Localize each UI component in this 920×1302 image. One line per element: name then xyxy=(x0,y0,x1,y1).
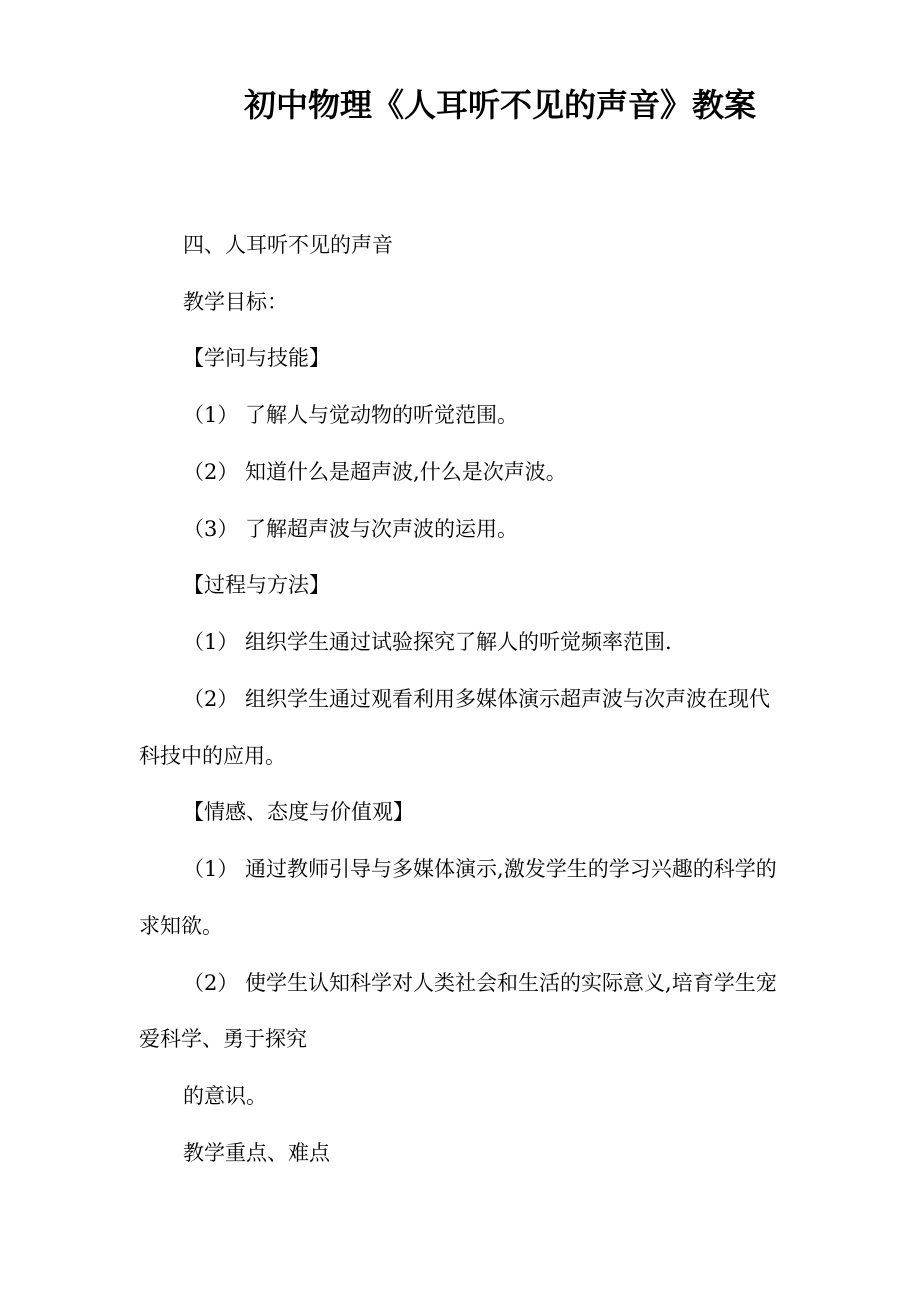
section-heading: 四、人耳听不见的声音 xyxy=(183,233,393,257)
subsection-heading: 【情感、态度与价值观】 xyxy=(183,800,414,824)
list-item-continuation: 爱科学、勇于探究 xyxy=(139,1027,307,1051)
list-item-continuation: 科技中的应用。 xyxy=(139,744,286,768)
subsection-heading: 【过程与方法】 xyxy=(183,573,330,597)
list-item: （2） 使学生认知科学对人类社会和生活的实际意义,培育学生宠 xyxy=(183,971,777,995)
list-item: （1） 组织学生通过试验探究了解人的听觉频率范围. xyxy=(183,630,672,654)
list-item: （1） 了解人与觉动物的听觉范围。 xyxy=(183,403,519,427)
list-item: （1） 通过教师引导与多媒体演示,激发学生的学习兴趣的科学的 xyxy=(183,857,777,881)
list-item: （2） 知道什么是超声波,什么是次声波。 xyxy=(183,460,567,484)
list-item-continuation: 求知欲。 xyxy=(139,914,223,938)
list-item: （2） 组织学生通过观看利用多媒体演示超声波与次声波在现代 xyxy=(183,687,771,711)
section-heading: 教学重点、难点 xyxy=(183,1141,330,1165)
list-item: （3） 了解超声波与次声波的运用。 xyxy=(183,517,519,541)
list-item-continuation: 的意识。 xyxy=(183,1084,267,1108)
subsection-heading: 【学问与技能】 xyxy=(183,346,330,370)
paragraph-line: 教学目标： xyxy=(183,290,288,314)
document-title: 初中物理《人耳听不见的声音》教案 xyxy=(244,86,757,124)
